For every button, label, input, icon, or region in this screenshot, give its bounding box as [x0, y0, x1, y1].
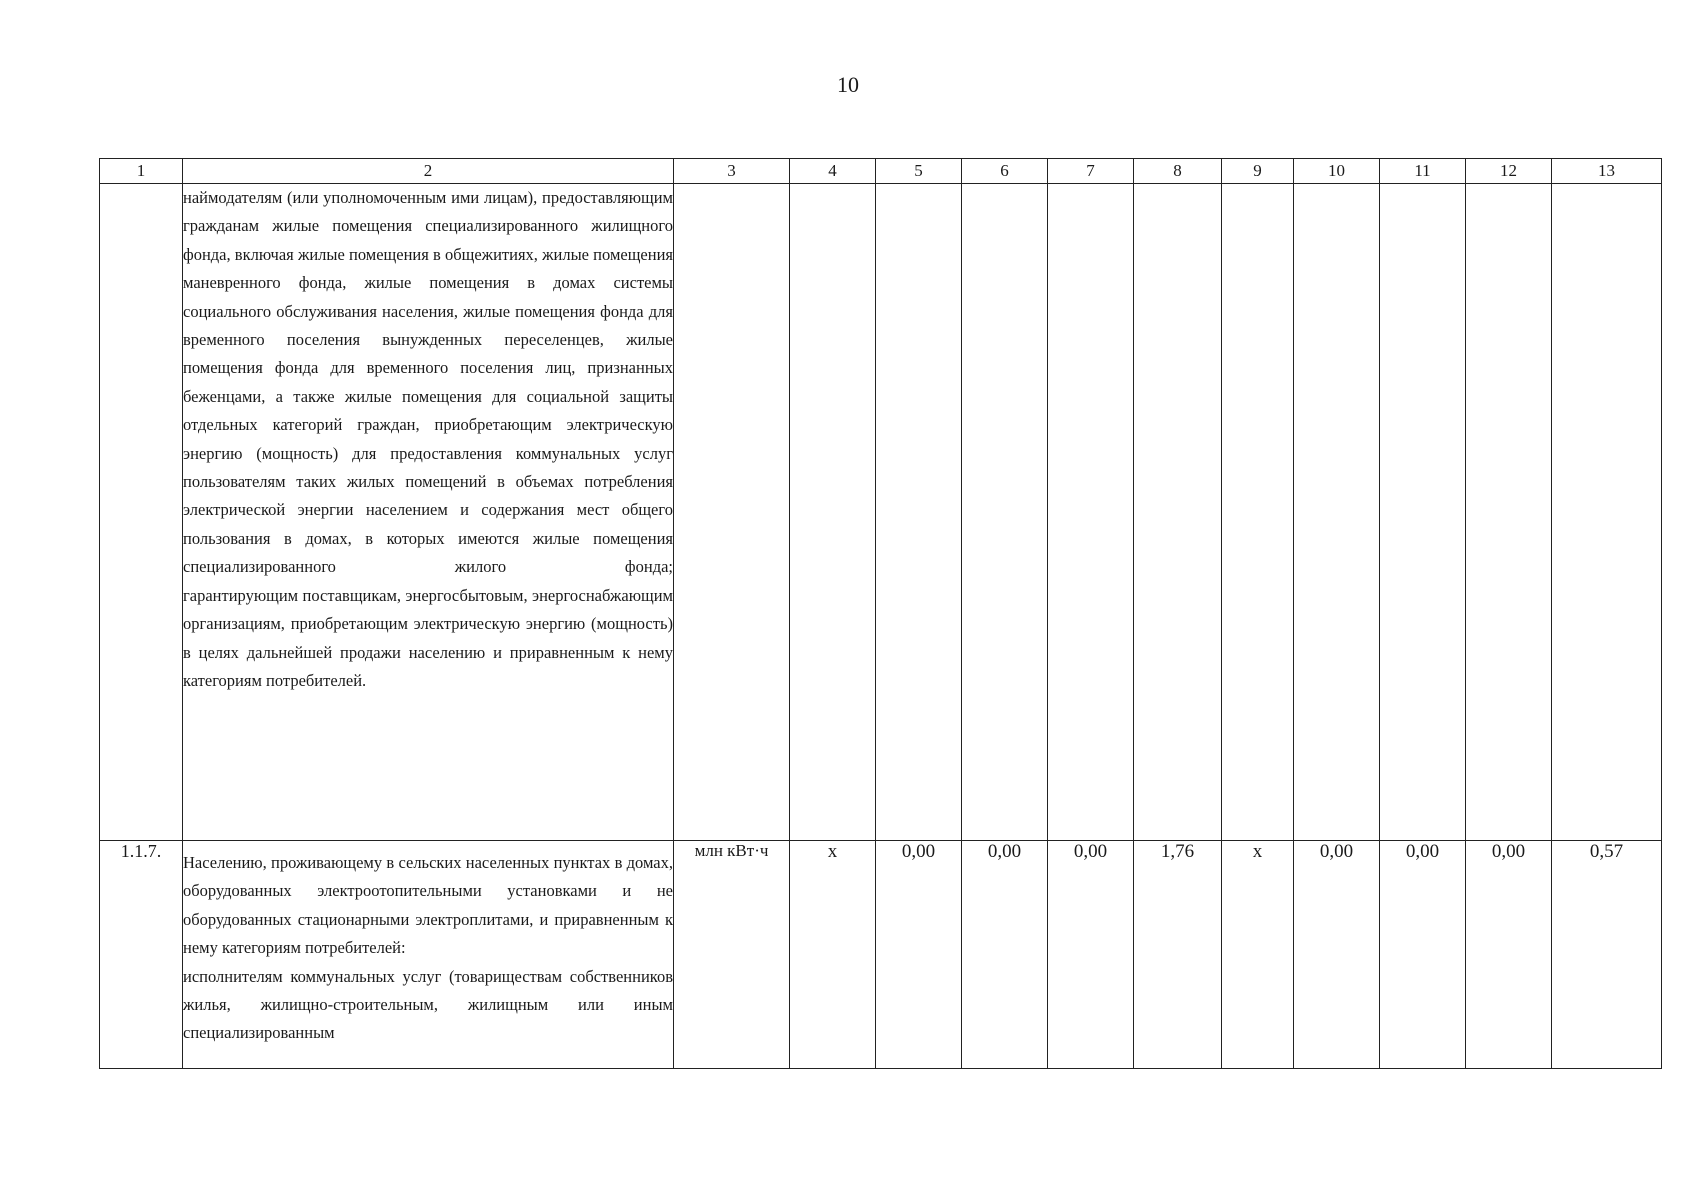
col-header: 7 [1048, 159, 1134, 184]
col-header: 4 [790, 159, 876, 184]
row-code [100, 184, 183, 841]
value-cell: 0,00 [876, 841, 962, 1069]
value-cell: 0,00 [1466, 841, 1552, 1069]
unit-cell: млн кВт·ч [674, 841, 790, 1069]
value-cell: 0,00 [1048, 841, 1134, 1069]
description-paragraph: Населению, проживающему в сельских населенных пунктах в домах, оборудованных электроотопительными установками и не оборудованных стационарными электроплитами, и приравненным к нему категориям потребителей: [183, 853, 673, 958]
table-cell [962, 184, 1048, 841]
table-cell [1222, 184, 1294, 841]
col-header: 8 [1134, 159, 1222, 184]
col-header: 9 [1222, 159, 1294, 184]
col-header: 6 [962, 159, 1048, 184]
row-description [183, 184, 674, 841]
row-code: 1.1.7. [100, 841, 183, 1069]
table-cell [1134, 184, 1222, 841]
col-header: 1 [100, 159, 183, 184]
table-cell [674, 184, 790, 841]
value-cell: 1,76 [1134, 841, 1222, 1069]
description-paragraph: исполнителям коммунальных услуг (товариществам собственников жилья, жилищно-строительным, жилищным или иным специализированным [183, 966, 673, 1043]
description-paragraph: гарантирующим поставщикам, энергосбытовым, энергоснабжающим организациям, приобретающим электрическую энергию (мощность) в целях дальнейшей продажи населению и приравненным к нему категориям потребителей. [183, 585, 673, 690]
table-cell [790, 184, 876, 841]
value-cell: х [790, 841, 876, 1069]
value-cell: 0,00 [962, 841, 1048, 1069]
col-header: 13 [1552, 159, 1662, 184]
table-cell [1552, 184, 1662, 841]
value-cell: 0,00 [1294, 841, 1380, 1069]
header-row [100, 159, 1662, 184]
col-header: 10 [1294, 159, 1380, 184]
data-table [99, 158, 1662, 1069]
value-cell: 0,00 [1380, 841, 1466, 1069]
col-header: 2 [183, 159, 674, 184]
value-cell: 0,57 [1552, 841, 1662, 1069]
description-paragraph: наймодателям (или уполномоченным ими лицам), предоставляющим гражданам жилые помещения специализированного жилищного фонда, включая жилые помещения в общежитиях, жилые помещения маневренного фонда, жилые помещения в домах системы социального обслуживания населения, жилые помещения фонда для временного поселения вынужденных переселенцев, жилые помещения фонда для временного поселения лиц, признанных беженцами, а также жилые помещения для социальной защиты отдельных категорий граждан, приобретающим электрическую энергию (мощность) для предоставления коммунальных услуг пользователям таких жилых помещений в объемах потребления электрической энергии населением и содержания мест общего пользования в домах, в которых имеются жилые помещения специализированного жилого фонда; [183, 188, 673, 577]
col-header: 3 [674, 159, 790, 184]
col-header: 5 [876, 159, 962, 184]
col-header: 12 [1466, 159, 1552, 184]
value-cell: х [1222, 841, 1294, 1069]
col-header: 11 [1380, 159, 1466, 184]
table-cell [1294, 184, 1380, 841]
table-cell [876, 184, 962, 841]
page-number: 10 [837, 72, 859, 97]
table-row [100, 841, 1662, 1069]
table-cell [1466, 184, 1552, 841]
row-description [183, 841, 674, 1069]
table-cell [1380, 184, 1466, 841]
table-cell [1048, 184, 1134, 841]
table-row [100, 184, 1662, 841]
